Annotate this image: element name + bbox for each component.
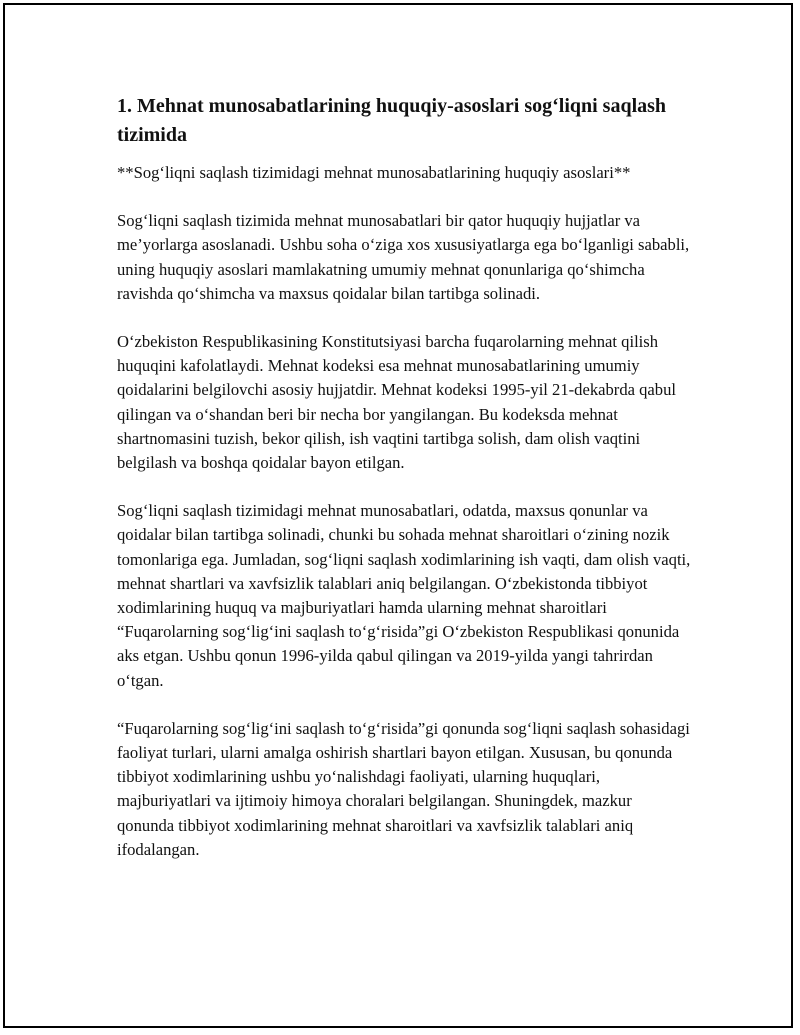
paragraph-1: Sog‘liqni saqlash tizimida mehnat munosabatlari bir qator huquqiy hujjatlar va me’yorlarga asoslanadi. Ushbu soha o‘ziga xos xususiyatlarga ega bo‘lganligi sababli, uning huquqiy asoslari mamlakatning umumiy mehnat qonunlariga qo‘shimcha ravishda qo‘shimcha va maxsus qoidalar bilan tartibga solinadi. [117,211,690,303]
subheading-paragraph: **Sog‘liqni saqlash tizimidagi mehnat munosabatlarining huquqiy asoslari** [117,163,631,182]
section-heading: 1. Mehnat munosabatlarining huquqiy-asoslari sog‘liqni saqlash tizimida [117,95,667,146]
document-body [117,92,692,886]
paragraph-3: Sog‘liqni saqlash tizimidagi mehnat munosabatlari, odatda, maxsus qonunlar va qoidalar bilan tartibga solinadi, chunki bu sohada mehnat sharoitlari o‘zining nozik tomonlariga ega. Jumladan, sog‘liqni saqlash xodimlarining ish vaqti, dam olish vaqti, mehnat shartlari va xavfsizlik talablari aniq belgilangan. O‘zbekistonda tibbiyot xodimlarining huquq va majburiyatlari hamda ularning mehnat sharoitlari “Fuqarolarning sog‘lig‘ini saqlash to‘g‘risida”gi O‘zbekiston Respublikasi qonunida aks etgan. Ushbu qonun 1996-yilda qabul qilingan va 2019-yilda yangi tahrirdan o‘tgan. [117,501,691,690]
paragraph-4: “Fuqarolarning sog‘lig‘ini saqlash to‘g‘risida”gi qonunda sog‘liqni saqlash sohasidagi faoliyat turlari, ularni amalga oshirish shartlari bayon etilgan. Xususan, bu qonunda tibbiyot xodimlarining ushbu yo‘nalishdagi faoliyati, ularning huquqlari, majburiyatlari va ijtimoiy himoya choralari belgilangan. Shuningdek, mazkur qonunda tibbiyot xodimlarining mehnat sharoitlari va xavfsizlik talablari aniq ifodalangan. [117,718,690,859]
paragraph-2: O‘zbekiston Respublikasining Konstitutsiyasi barcha fuqarolarning mehnat qilish huquqini kafolatlaydi. Mehnat kodeksi esa mehnat munosabatlarining umumiy qoidalarini belgilovchi asosiy hujjatdir. Mehnat kodeksi 1995-yil 21-dekabrda qabul qilingan va o‘shandan beri bir necha bor yangilangan. Bu kodeksda mehnat shartnomasini tuzish, bekor qilish, ish vaqtini tartibga solish, dam olish vaqtini belgilash va boshqa qoidalar bayon etilgan. [117,332,677,473]
